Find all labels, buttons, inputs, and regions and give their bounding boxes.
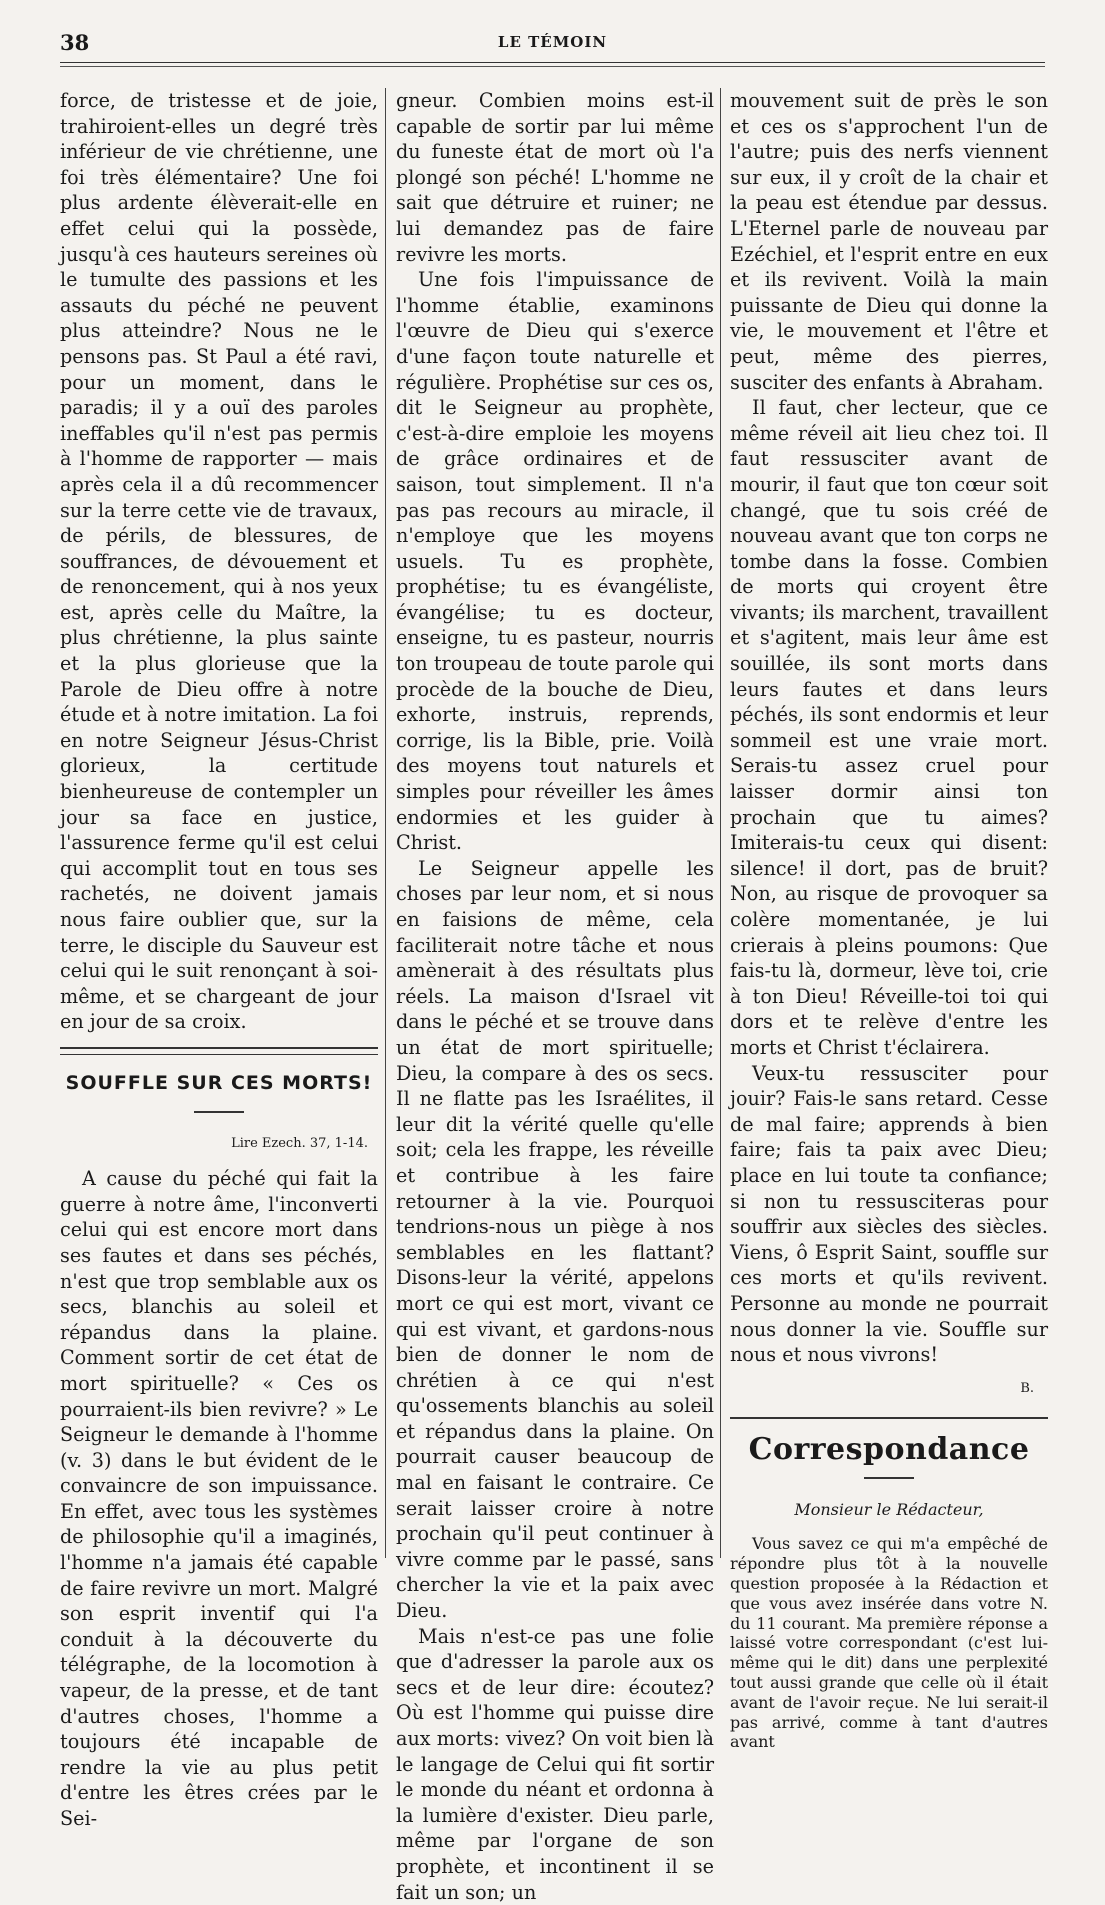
paragraph: Vous savez ce qui m'a empêché de répondre plus tôt à la nouvelle question proposée à la Rédaction et que vous avez insérée dans votre N. du 11 courant. Ma première réponse a laissé votre correspondant (c'est lui-même qui le dit) dans une perplexité tout aussi grande que celle où il était avant de l'avoir reçue. Ne lui serait-il pas arrivé, comme à tant d'autres avant bbox=[730, 1534, 1048, 1752]
paragraph: mouvement suit de près le son et ces os s'approchent l'un de l'autre; puis des nerfs viennent sur eux, il y croît de la chair et la peau est étendue par dessus. L'Eternel parle de nouveau par Ezéchiel, et l'esprit entre en eux et ils revivent. Voilà la main puissante de Dieu qui donne la vie, le mouvement et l'être et peut, même des pierres, susciter des enfants à Abraham. bbox=[730, 89, 1048, 394]
header-rule-wavy bbox=[60, 66, 1045, 67]
paragraph: Une fois l'impuissance de l'homme établie, examinons l'œuvre de Dieu qui s'exerce d'une façon toute naturelle et régulière. Prophétise sur ces os, dit le Seigneur au prophète, c'est-à-dire emploie les moyens de grâce ordinaires et de saison, tout simplement. Il n'a pas pas recours au miracle, il n'employe que les moyens usuels. Tu es prophète, prophétise; tu es évangéliste, évangélise; tu es docteur, enseigne, tu es pasteur, nourris ton troupeau de toute parole qui procède de la bouche de Dieu, exhorte, instruis, reprends, corrige, lis la Bible, prie. Voilà des moyens tout naturels et simples pour réveiller les âmes endormies et les guider à Christ. bbox=[396, 268, 714, 855]
letter-body bbox=[730, 1534, 1048, 1752]
title-dash bbox=[194, 1111, 244, 1113]
header-rule bbox=[60, 62, 1045, 63]
article-separator bbox=[60, 1047, 378, 1055]
column-1 bbox=[60, 88, 378, 1832]
journal-title: LE TÉMOIN bbox=[497, 33, 608, 51]
paragraph: Mais n'est-ce pas une folie que d'adresser la parole aux os secs et de leur dire: écoutez? Où est l'homme qui puisse dire aux morts: vivez? On voit bien là le langage de Celui qui fit sortir le monde du néant et ordonna à la lumière d'exister. Dieu parle, même par l'organe de son prophète, et incontinent il se fait un son; un bbox=[396, 1624, 714, 1904]
paragraph: gneur. Combien moins est-il capable de sortir par lui même du funeste état de mort où l'a plongé son péché! L'homme ne sait que détruire et ruiner; ne lui demandez pas de faire revivre les morts. bbox=[396, 89, 714, 266]
letter-salutation: Monsieur le Rédacteur, bbox=[794, 1499, 984, 1519]
article-signature: B. bbox=[1020, 1380, 1034, 1396]
column-divider bbox=[385, 88, 386, 1558]
column-divider bbox=[720, 88, 721, 1558]
page-header bbox=[60, 30, 1045, 60]
section-separator bbox=[730, 1417, 1048, 1419]
title-dash bbox=[864, 1477, 914, 1479]
paragraph: Il faut, cher lecteur, que ce même réveil ait lieu chez toi. Il faut ressusciter avant de mourir, il faut que ton cœur soit changé, que tu sois créé de nouveau avant que ton corps ne tombe dans la fosse. Combien de morts qui croyent être vivants; ils marchent, travaillent et s'agitent, mais leur âme est souillée, ils sont morts dans leurs fautes et dans leurs péchés, ils sont endormis et leur sommeil est une vraie mort. Serais-tu assez cruel pour laisser dormir ainsi ton prochain que tu aimes? Imiterais-tu ceux qui disent: silence! il dort, pas de bruit? Non, au risque de provoquer sa colère momentanée, je lui crierais à pleins poumons: Que fais-tu là, dormeur, lève toi, crie à ton Dieu! Réveille-toi toi qui dors et te relève d'entre les morts et Christ t'éclairera. bbox=[730, 396, 1048, 1059]
paragraph: A cause du péché qui fait la guerre à notre âme, l'inconverti celui qui est encore mort dans ses fautes et dans ses péchés, n'est que trop semblable aux os secs, blanchis au soleil et répandus dans la plaine. Comment sortir de cet état de mort spirituelle? « Ces os pourraient-ils bien revivre? » Le Seigneur le demande à l'homme (v. 3) dans le but évident de le convaincre de son impuissance. En effet, avec tous les systèmes de philosophie qu'il a imaginés, l'homme n'a jamais été capable de faire revivre un mort. Malgré son esprit inventif qui l'a conduit à la découverte du télégraphe, de la locomotion à vapeur, de la presse, et de tant d'autres choses, l'homme a toujours été incapable de rendre la vie au plus petit d'entre les êtres crées par le Sei- bbox=[60, 1167, 378, 1830]
page-number: 38 bbox=[60, 30, 90, 55]
paragraph: Le Seigneur appelle les choses par leur nom, et si nous en faisions de même, cela faciliterait notre tâche et nous amènerait à des résultats plus réels. La maison d'Israel vit dans le péché et se trouve dans un état de mort spirituelle; Dieu, la compare à des os secs. Il ne flatte pas les Israélites, il leur dit la vérité quelle qu'elle soit; cela les frappe, les réveille et contribue à les faire retourner à la vie. Pourquoi tendrions-nous un piège à nos semblables en les flattant? Disons-leur la vérité, appelons mort ce qui est mort, vivant ce qui est vivant, et gardons-nous bien de donner le nom de chrétien à ce qui n'est qu'ossements blanchis au soleil et répandus dans la plaine. On pourrait causer beaucoup de mal en faisant le contraire. Ce serait laisser croire à notre prochain qu'il peut continuer à vivre comme par le passé, sans chercher la vie et la paix avec Dieu. bbox=[396, 856, 714, 1623]
section-title: Correspondance bbox=[748, 1432, 1030, 1468]
paragraph: Veux-tu ressusciter pour jouir? Fais-le sans retard. Cesse de mal faire; apprends à bien faire; fais ta paix avec Dieu; place en lui toute ta confiance; si non tu ressusciteras pour souffrir aux siècles des siècles. Viens, ô Esprit Saint, souffle sur ces morts et qu'ils revivent. Personne au monde ne pourrait nous donner la vie. Souffle sur nous et nous vivrons! bbox=[730, 1061, 1048, 1367]
column-3 bbox=[730, 88, 1048, 1752]
article-title: SOUFFLE SUR CES MORTS! bbox=[65, 1071, 373, 1094]
scripture-reference: Lire Ezech. 37, 1-14. bbox=[231, 1135, 368, 1151]
paragraph: force, de tristesse et de joie, trahiroient-elles un degré très inférieur de vie chrétienne, une foi très élémentaire? Une foi plus ardente élèverait-elle en effet celui qui la possède, jusqu'à ces hauteurs sereines où le tumulte des passions et les assauts du péché ne peuvent plus atteindre? Nous ne le pensons pas. St Paul a été ravi, pour un moment, dans le paradis; il y a ouï des paroles ineffables qu'il n'est pas permis à l'homme de rapporter — mais après cela il a dû recommencer sur la terre cette vie de travaux, de périls, de blessures, de souffrances, de dévouement et de renoncement, qui à nos yeux est, après celle du Maître, la plus chrétienne, la plus sainte et la plus glorieuse que la Parole de Dieu offre à notre étude et à notre imitation. La foi en notre Seigneur Jésus-Christ glorieux, la certitude bienheureuse de contempler un jour sa face en justice, l'assurence ferme qu'il est celui qui accomplit tout en tous ses rachetés, ne doivent jamais nous faire oublier que, sur la terre, le disciple du Sauveur est celui qui le suit renonçant à soi-même, et se chargeant de jour en jour de sa croix. bbox=[60, 89, 378, 1034]
column-2 bbox=[396, 88, 714, 1905]
